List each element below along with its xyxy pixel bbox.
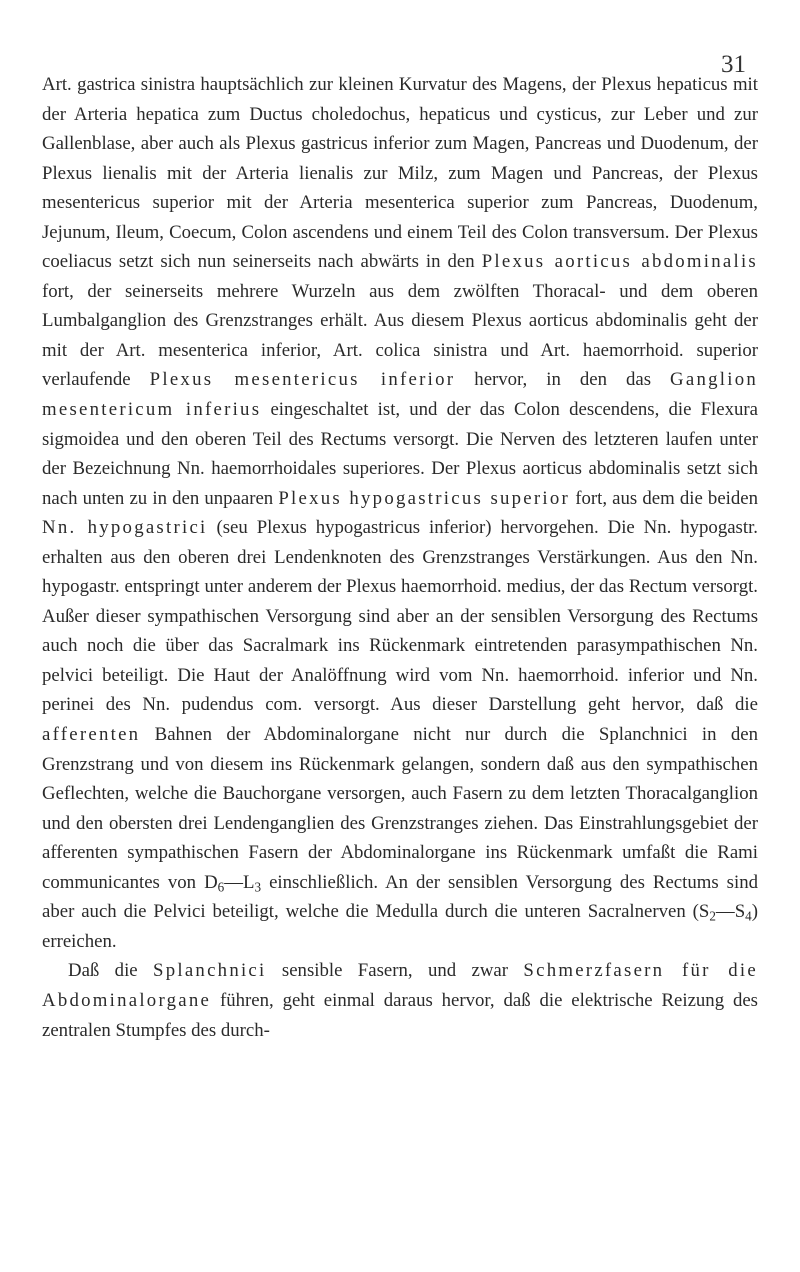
text-run: sensible Fasern, und zwar (281, 960, 509, 982)
paragraph (42, 956, 758, 1045)
text-run: Daß die (68, 960, 138, 982)
spaced-term: Schmerzfasern für die Abdominalorgane (42, 960, 758, 1011)
spaced-term: afferenten (42, 724, 141, 746)
spaced-term: Plexus mesentericus inferior (149, 369, 456, 391)
spaced-term: Plexus hypogastricus superior (278, 487, 571, 509)
spaced-term: Nn. hypogastrici (42, 517, 208, 539)
text-run: fort, der seinerseits mehrere Wurzeln aus dem zwölften Thoracal- und dem oberen Lumbalganglion des Grenzstranges erhält. Aus diesem Plexus aorticus abdominalis geht der mit der Art. mesenterica inferior, Art. colica sinistra und Art. haemorrhoid. superior verlaufende (42, 280, 758, 391)
text-run: —L (224, 871, 255, 893)
paragraph (42, 70, 758, 956)
spaced-term: Ganglion mesentericum inferius (42, 369, 758, 421)
spaced-term: Plexus aorticus abdominalis (481, 251, 758, 273)
subscript: 4 (745, 908, 752, 924)
text-run: hervor, in den das (474, 369, 652, 391)
subscript: 2 (709, 908, 716, 924)
text-run: einschließlich. An der sensiblen Versorgung des Rectums sind aber auch die Pelvici beteiligt, welche die Medulla durch die unteren Sacralnerven (S (42, 871, 758, 923)
spaced-term: Splanchnici (153, 960, 267, 982)
text-run: Art. gastrica sinistra hauptsächlich zur kleinen Kurvatur des Magens, der Plexus hepaticus mit der Arteria hepatica zum Ductus choledochus, hepaticus und cysticus, zur Leber und zur Gallenblase, aber auch als Plexus gastricus inferior zum Magen, Pancreas und Duodenum, der Plexus lienalis mit der Arteria lienalis zur Milz, zum Magen und Pancreas, der Plexus mesentericus superior mit der Arteria mesenterica superior zum Pancreas, Duodenum, Jejunum, Ileum, Coecum, Colon ascendens und einem Teil des Colon transversum. Der Plexus coeliacus setzt sich nun seinerseits nach abwärts in den (42, 74, 758, 273)
subscript: 6 (217, 879, 225, 895)
body-text (42, 70, 758, 1045)
text-run: führen, geht einmal daraus hervor, daß die elektrische Reizung des zentralen Stumpfes des durch- (42, 989, 758, 1041)
text-run: Bahnen der Abdominalorgane nicht nur durch die Splanchnici in den Grenzstrang und von diesem ins Rückenmark gelangen, sondern daß aus den sympathischen Geflechten, welche die Bauchorgane versorgen, auch Fasern zu dem letzten Thoracalganglion und den obersten drei Lendenganglien des Grenzstranges ziehen. Das Einstrahlungsgebiet der afferenten sympathischen Fasern der Abdominalorgane ins Rückenmark umfaßt die Rami communicantes von D (42, 724, 758, 893)
text-run: fort, aus dem die beiden (575, 487, 758, 509)
text-run: ) erreichen. (42, 901, 758, 952)
text-run: eingeschaltet ist, und der das Colon descendens, die Flexura sigmoidea und den oberen Teil des Rectums versorgt. Die Nerven des letzteren laufen unter der Bezeichnung Nn. haemorrhoidales superiores. Der Plexus aorticus abdominalis setzt sich nach unten zu in den unpaaren (42, 399, 758, 509)
text-run: —S (715, 901, 746, 923)
text-run: (seu Plexus hypogastricus inferior) hervorgehen. Die Nn. hypogastr. erhalten aus den oberen drei Lendenknoten des Grenzstranges Verstärkungen. Aus den Nn. hypogastr. entspringt unter anderem der Plexus haemorrhoid. medius, der das Rectum versorgt. Außer dieser sympathischen Versorgung sind aber an der sensiblen Versorgung des Rectums auch noch die über das Sacralmark ins Rückenmark eintretenden parasympathischen Nn. pelvici beteiligt. Die Haut der Analöffnung wird vom Nn. haemorrhoid. inferior und Nn. perinei des Nn. pudendus com. versorgt. Aus dieser Darstellung geht hervor, daß die (42, 517, 758, 716)
page-number: 31 (721, 51, 746, 78)
subscript: 3 (254, 879, 262, 895)
